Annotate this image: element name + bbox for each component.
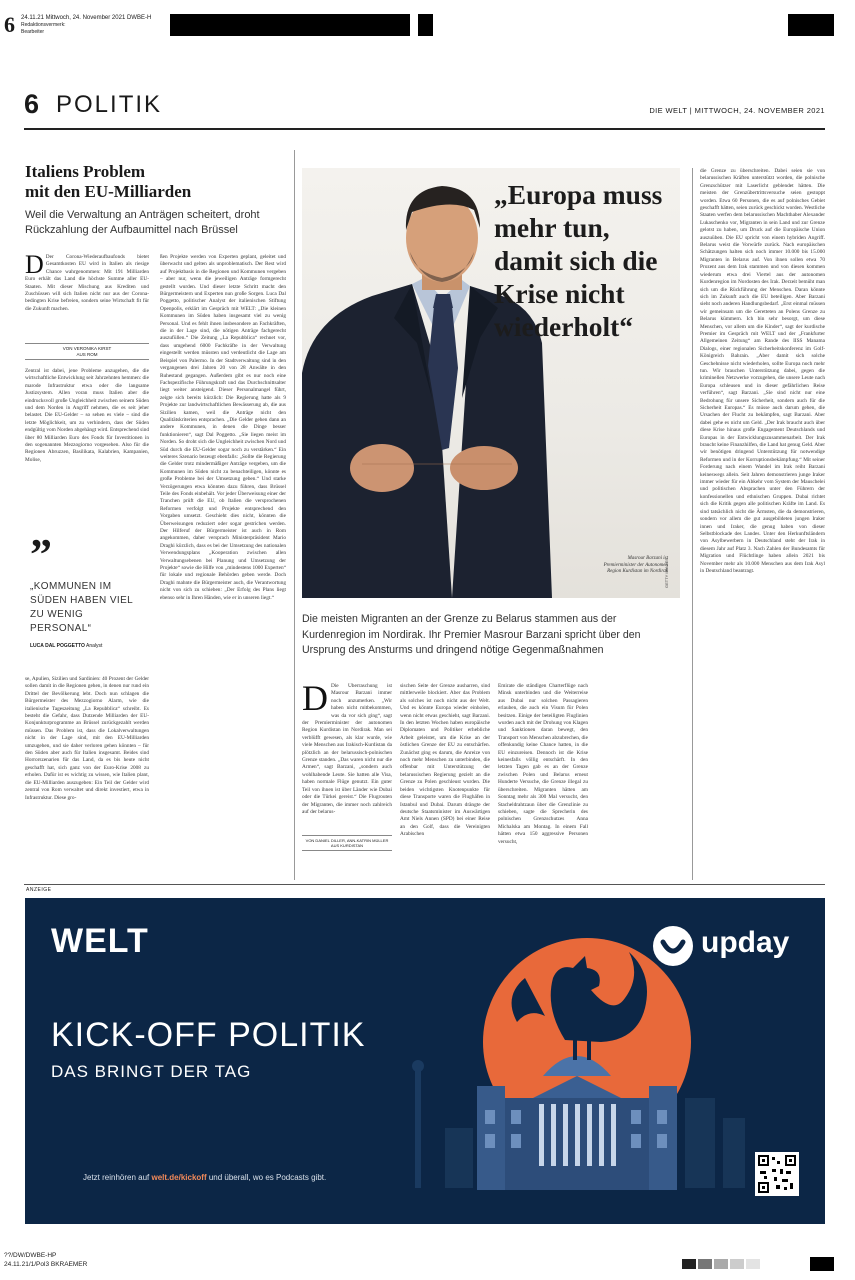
- ad-top-rule: [24, 884, 825, 885]
- meta-page-number: 6: [4, 12, 15, 37]
- feature-byline-1: VON DANIEL DILLER, ANN-KATRIN MÜLLER: [305, 838, 389, 843]
- ad-footer-pre: Jetzt reinhören auf: [83, 1173, 152, 1182]
- dropcap: D: [302, 683, 328, 718]
- color-swatch: [746, 1259, 760, 1269]
- byline-rule: [302, 850, 392, 851]
- byline-rule: [302, 835, 392, 836]
- section-number: 6: [24, 89, 40, 119]
- redaction-bar: [170, 14, 410, 36]
- color-swatch: [730, 1259, 744, 1269]
- upday-logo: upday: [701, 926, 790, 959]
- feature-byline-2: AUS KURDISTAN: [330, 843, 364, 848]
- feature-col-b: sischen Seite der Grenze ausharren, sind mittlerweile blockiert. Aber das Problem als solches ist noch nicht aus der Welt. Und es könnte Europa wieder einholen, wenn nicht etwas geschieht, sagt Barzani. In den letzten Wochen haben europäische Diplomaten und Politiker erhebliche Arbeit geleistet, um die Krise an der östlichen Grenze der EU zu entschärfen. Zunächst ging es darum, die Anreize von noch mehr Menschen zu unterbinden, die offenbar mit Unterstützung der belarussischen Regierung gezielt an die Grenze zu Polen geschleust wurden. Die beiden wichtigsten Knotenpunkte für diese Transporte waren die Flughäfen in Istanbul und Dubai. Darum drängte der deutsche Staatsminister im Auswärtigen Amt Niels Annen (SPD) bei einer Reise an den Golf, dass die Vereinigten Arabischen: [400, 683, 490, 838]
- dropcap: D: [25, 254, 44, 279]
- column-divider: [294, 150, 295, 880]
- feature-col-a-text: Die Überraschung ist Masrour Barzani immer noch anzumerken. „Wir haben nicht mitbekommen, was da vor sich ging“, sagt der Premierminister der autonomen Region Kurdistan im Nordirak. Man sei verblüfft gewesen, als klar wurde, wie viele Menschen aus Irakisch-Kurdistan da plötzlich an der belarussisch-polnischen Grenze standen. „Das waren nicht nur die Armen“, sagt Barzani, „sondern auch wohlhabende Leute. Sie hatten alle Visa, haben normale Flüge genutzt. Ein guter Teil von ihnen ist über Länder wie Dubai oder die Türkei gereist.“ Die Flugrouten der Migranten, die immer noch zahlreich auf der belarus-: [302, 683, 392, 815]
- footer-line-2: 24.11.21/1/Pol3 BKRAEMER: [4, 1261, 88, 1268]
- quote-author-role: Analyst: [86, 643, 103, 649]
- left-deck: Weil die Verwaltung an Anträgen scheitert, droht Rückzahlung der Aufbaumittel nach Brüssel: [25, 209, 260, 236]
- left-quote: „KOMMUNEN IM SÜDEN HABEN VIEL ZU WENIG PERSONAL“: [30, 581, 133, 634]
- left-headline-line-2: mit den EU-Milliarden: [25, 182, 192, 201]
- left-col1-lower: se, Apulien, Sizilien und Sardinien: 40 Prozent der Gelder sollen damit in die Regionen gehen, in denen nur rund ein Drittel der Bevölkerung lebt. Doch nun schlagen die Bürgermeister des Mezzogiorno Alarm, wie die italienische Tageszeitung „La Repubblica“ schreibt. Es besteht die Gefahr, dass Dutzende Milliarden der EU-Konjunkturprogramme an Brüssel zurückgezahlt werden müssen. Das Problem ist, dass die Lokalverwaltungen nicht in der Lage sind, mit den EU-Milliarden umzugehen, und sie daher verloren gehen könnten – für den Süden aber auch für Italien insgesamt. Beides sind Horrorszenarien für das Land, da es bis heute nicht geschafft hat, sich ganz von der Euro-Krise 2008 zu erholen. Dafür ist es wichtig zu wissen, wie Italien plant, die EU-Milliarden auszugeben: Ein Teil der Gelder wird zentral von Rom verwaltet und direkt investiert, etwa in Infrastruktur. Diese gro-: [25, 676, 149, 801]
- ad-banner[interactable]: [25, 898, 825, 1224]
- feature-subtitle: Die meisten Migranten an der Grenze zu Belarus stammen aus der Kurdenregion im Nordirak. Ihr Premier Masrour Barzani spricht über den Ursprung des Ansturms und dringend nötige Gegenmaßnahmen: [302, 613, 641, 656]
- meta-line-1: 24.11.21 Mittwoch, 24. November 2021 DWBE-H: [21, 15, 152, 21]
- color-swatch: [682, 1259, 696, 1269]
- left-headline: [25, 162, 265, 202]
- ad-title: KICK-OFF POLITIK: [51, 1016, 366, 1054]
- quote-author-name: LUCA DAL POGGETTO: [30, 643, 85, 649]
- hand-left: [350, 444, 414, 492]
- color-swatch: [698, 1259, 712, 1269]
- suit-jacket: [302, 284, 452, 598]
- left-quote-author: [30, 643, 102, 649]
- ad-footer-text: [83, 1173, 326, 1182]
- paper-date: DIE WELT | MITTWOCH, 24. NOVEMBER 2021: [649, 106, 825, 115]
- photo-caption: Masrour Barzani ist Premierminister der Autonomen Region Kurdistan im Nordirak: [603, 556, 668, 575]
- left-headline-line-1: Italiens Problem: [25, 162, 146, 181]
- section-title: POLITIK: [56, 91, 163, 118]
- meta-line-3: Bearbeiter: [21, 29, 45, 35]
- left-col1-intro-text: Der Corona-Wiederaufbaufonds bietet Gesamtkosten EU wird in Italien als riesige Chance wahrgenommen: Mit 191 Milliarden Euro erhält das Land die höchste Summe aller EU-Staaten. Mit dieser Mischung aus Krediten und Zuschüssen will sich Italien nicht nur aus der Corona-bedingten Krise befreien, sondern seine Wirtschaft fit für die Zukunft machen.: [25, 254, 149, 312]
- photo-credit: GETTY IMAGES: [664, 558, 669, 588]
- left-byline-2: AUS ROM: [76, 352, 98, 357]
- left-col1-body: Zentral ist dabei, jene Probleme anzugehen, die die wirtschaftliche Entwicklung seit Jahrzehnten hemmen: die marode Infrastruktur etwa oder die langsame Justizsystem. Allen voran muss Italien aber die eindrucksvoll große Ungleichheit zwischen seinem Süden und dem Norden in Angriff nehmen, die es seit jeher belastet. Die EU-Gelder – so sehen es viele – sind die letzte Möglichkeit, um zu verhindern, dass der Süden endgültig vom Norden abgehängt wird. Entsprechend sind über 80 Milliarden Euro des Fonds für Investitionen in den sogenannten Mezzogiorno vorgesehen. Also für die Regionen Abruzzen, Basilikata, Kalabrien, Kampanien, Molise,: [25, 368, 149, 463]
- hand-right: [450, 446, 518, 490]
- footer-line-1: ??/DW/DWBE-HP: [4, 1252, 57, 1259]
- ad-label: ANZEIGE: [26, 887, 52, 893]
- feature-col-c: Emirate die ständigen Charterflüge nach Minsk unterbinden und die Weiterreise aus Dubai nur solchen Passagieren erlauben, die auch ein Visum für Polen besitzen. Einige der beteiligten Fluglinien wurden auch mit der Drohung von Klagen und Sanktionen daran bewegt, den Transport von Menschen abzubrechen, die offenkundig keine Chance hatten, in die EU einzureisen. Dennoch ist die Krise keinesfalls völlig entschärft. In den letzten Tagen gab es an der Grenze zwischen Polen und Belarus erneut Hunderte Versuche, die Grenze illegal zu überschreiten. Migranten hätten am Sonntag mehr als 300 Mal versucht, den Stacheldrahtzaun über die Grenzlinie zu schieben, sagte die Sprecherin des polnischen Grenzschutzes Anna Michalska am Montag. In einem Fall hätten etwa 150 aggressive Personen versucht,: [498, 683, 588, 845]
- byline-rule: [25, 343, 149, 344]
- redaction-bar: [810, 1257, 834, 1271]
- column-divider: [692, 168, 693, 880]
- byline-rule: [25, 359, 149, 360]
- ad-subtitle: DAS BRINGT DER TAG: [51, 1062, 252, 1081]
- redaction-bar: [418, 14, 433, 36]
- left-byline-1: VON VERONIKA KIRST: [62, 346, 112, 351]
- left-col1-intro: [25, 254, 149, 334]
- header-rule: [24, 128, 825, 130]
- pull-quote: „Europa muss mehr tun, damit sich die Krise nicht wiederholt“: [494, 179, 663, 342]
- welt-logo: WELT: [51, 922, 149, 960]
- feature-col-d: die Grenze zu überschreiten. Dabei seien sie von belarussischen Kräften unterstützt worden, die polnische Grenzschützer mit Laserlicht geblendet hätten. Die meisten der Grenzübertrittsversuche seien gestoppt worden. Etwa 60 Personen, die es auf polnisches Gebiet geschafft hätten, seien zurück geschickt worden. Westliche Staaten werfen dem belarussischen Machthaber Alexander Lukaschenko vor, Migranten in sein Land und zur Grenze gelotst zu haben, um Druck auf die Europäische Union auszuüben. Die EU spricht von einem hybriden Angriff. Belarus weist die Vorwürfe zurück. Nach europäischen Schätzungen halten sich noch immer 10.000 bis 15.000 Migranten in Belarus auf. Von ihnen sollen etwa 70 Prozent aus dem Irak stammen und von diesen kommen wiederum etwa drei Viertel aus der autonomen Kurdenregion im Nordosten des Irak. Derzeit bemüht man sich um die Rückführung der Menschen. Daran könnte sich im Zukunft auch die EU beteiligen. Aber Barzani sieht noch anderen Handlungsbedarf. „Erst einmal müssen wir gemeinsam um die Geretteten an Polens Grenze zu Belarus kümmern. Ich bin sehr besorgt, um diese Menschen, vor allem um die Kinder“, sagt der kurdische Premier im Gespräch mit WELT und der „Frankfurter Allgemeinen Zeitung“ am Rande des IISS Manama Dialogs, einer regionalen Sicherheitskonferenz im Golf-Königreich Bahrain. „Aber damit sich solche Geschehnisse nicht wiederholen, sollte Europa noch mehr tun. Wir brauchen Unterstützung dabei, gegen die kriminellen Netzwerke vorzugehen, die unsere Leute nach Europa schleusen und in dieser gefährlichen Reise verführen“, sagt Barzani. „Sie sind nicht nur eine Bedrohung für unsere Sicherheit, sondern auch für die Sicherheit Europas.“ Es müsse auch darum gehen, die Ursachen der Flucht zu bekämpfen, sagt Barzani. Aber dabei gehe es nicht um Geld. „Der Irak braucht auch über diese Krise hinaus große Engagement Deutschlands und Europas in der Entwicklungszusammenarbeit. Der Irak braucht keine Finanzhilfen, die Land hat genug Geld. Aber wir benötigen dringend Unterstützung für notwendige Reformen und in der Korruptionsbekämpfung.“ Mit seiner Forderung nach einem Wandel im Irak reiht Barzani keineswegs allein. Seit Jahren demonstrieren junge Iraker immer wieder für ein Abkehr vom System der Mauschelei und politischen Absprachen unter den Führern der konfessionellen und ethnischen Gruppen. Dubai richtet sich die Kritik gegen alle politischen Kräfte im Land. Es sind tatsächlich nicht die Ärmsten, die da demonstrieren, sondern vor allem die gut ausgebildeten jungen Iraker innen und Iraker, die genug haben von dieser Selbstblockade des Landes. Unter den Herkunftsländern von Asylbewerbern in Deutschland steht der Irak in diesem Jahr auf Platz 3. Nach Zahlen der Bundesamts für Migration und Flüchtlinge haben allein 2021 bis November mehr als 10.000 Menschen aus dem Irak Asyl in Deutschland beantragt.: [700, 168, 825, 574]
- ad-footer-link[interactable]: welt.de/kickoff: [151, 1173, 207, 1182]
- meta-line-2: Redaktionsvermerk:: [21, 22, 66, 28]
- redaction-bar: [788, 14, 834, 36]
- photo-frame: [302, 168, 680, 598]
- color-swatch: [714, 1259, 728, 1269]
- ad-footer-post: und überall, wo es Podcasts gibt.: [206, 1173, 327, 1182]
- qr-code-icon[interactable]: [755, 1152, 799, 1196]
- rooster: [512, 952, 647, 1060]
- quote-mark: ”: [30, 530, 52, 579]
- left-col2-body: ßen Projekte werden von Experten geplant, geleitet und überwacht und gelten als unproblematisch. Der Rest wird auf Projektbasis in die Regionen und Kommunen vergeben – aber nur, wenn die jeweiligen Anträge formgerecht gestellt wurden. Und dieser letzte Schritt macht den Bürgermeistern und Experten nun große Sorgen. Luca Dal Poggetto, politischer Analyst der italienischen Stiftung Openpolis, erklärt im Gespräch mit WELT: „Die kleinen Kommunen im Süden haben insgesamt viel zu wenig Personal. Und es fehlt ihnen insbesondere an Fachkräften, die in der Lage sind, die nötigen Anträge fachgerecht auszufüllen.“ Die Zeitung „La Repubblica“ rechnet vor, dass umgehend 6000 Fachkräfte in der Verwaltung eingestellt werden müssten und verdeutlicht die Lage am Beispiel von Palermo. In der Stadtverwaltung sind in den vergangenen drei Jahren 20 von 28 Anwälte in den Ruhestand gegangen. Außerdem gibt es nur noch eine Fachspezifische Führungskraft und das Durchschnittsalter liegt weiter ansteigend. Dieser Personalmangel führt, zeigte sich bereits kürzlich: Die Regierung hatte als 9 Projekte zur landwirtschaftlichen Bewässerung ab, die aus Sizilien kamen, weil die Anträge nicht den Qualitätskriterien entsprachen. „Die Gelder gehen dann an andere Kommunen, in denen die Dinge besser funktionieren“, sagt Dal Poggetto. „Sie liegen meist im Norden. So droht sich die Ungleichheit zwischen Nord und Süd durch die EU-Gelder sogar noch zu verstärken.“ Ein weiteres Szenario bezeugt ebenfalls: „Sollte die Regierung die Gelder trotz mindermäßiger Anträge vergeben, um die Kommunen im Süden nicht zu benachteiligen, könnte es große Probleme bei der Umsetzung geben.“ Und starke Verzögerungen etwa könnten dazu führen, dass Brüssel Teile des Fonds einbehält. Vor jeder Überweisung einer der Tranchen prüft die EU, ob Italien die versprochenen Reformen verfolgt und Projekte entsprechend den Vorgaben umsetzt. Geschieht dies nicht, könnten die Überweisungen reduziert oder sogar gestrichen werden. Der Hilferuf der Bürgermeister ist auch in Rom angekommen, daher versprach Ministerpräsident Mario Draghi kürzlich, dass es bei der Umsetzung des nationalen Verwendungsplans „Kooperation zwischen allen Verwaltungsebenen bei Planung und Umsetzung der Projekte“ sowie die Hilfe von „mindestens 1000 Experten“ für lokale und regionale Behörden geben werde. Doch Draghi mahnte die Bürgermeister auch, die Verantwortung nicht von sich zu schieben: „Der Erfolg des Plans liegt ebenso sehr in Ihren Händen, wie er in unseren liegt.“: [160, 254, 286, 601]
